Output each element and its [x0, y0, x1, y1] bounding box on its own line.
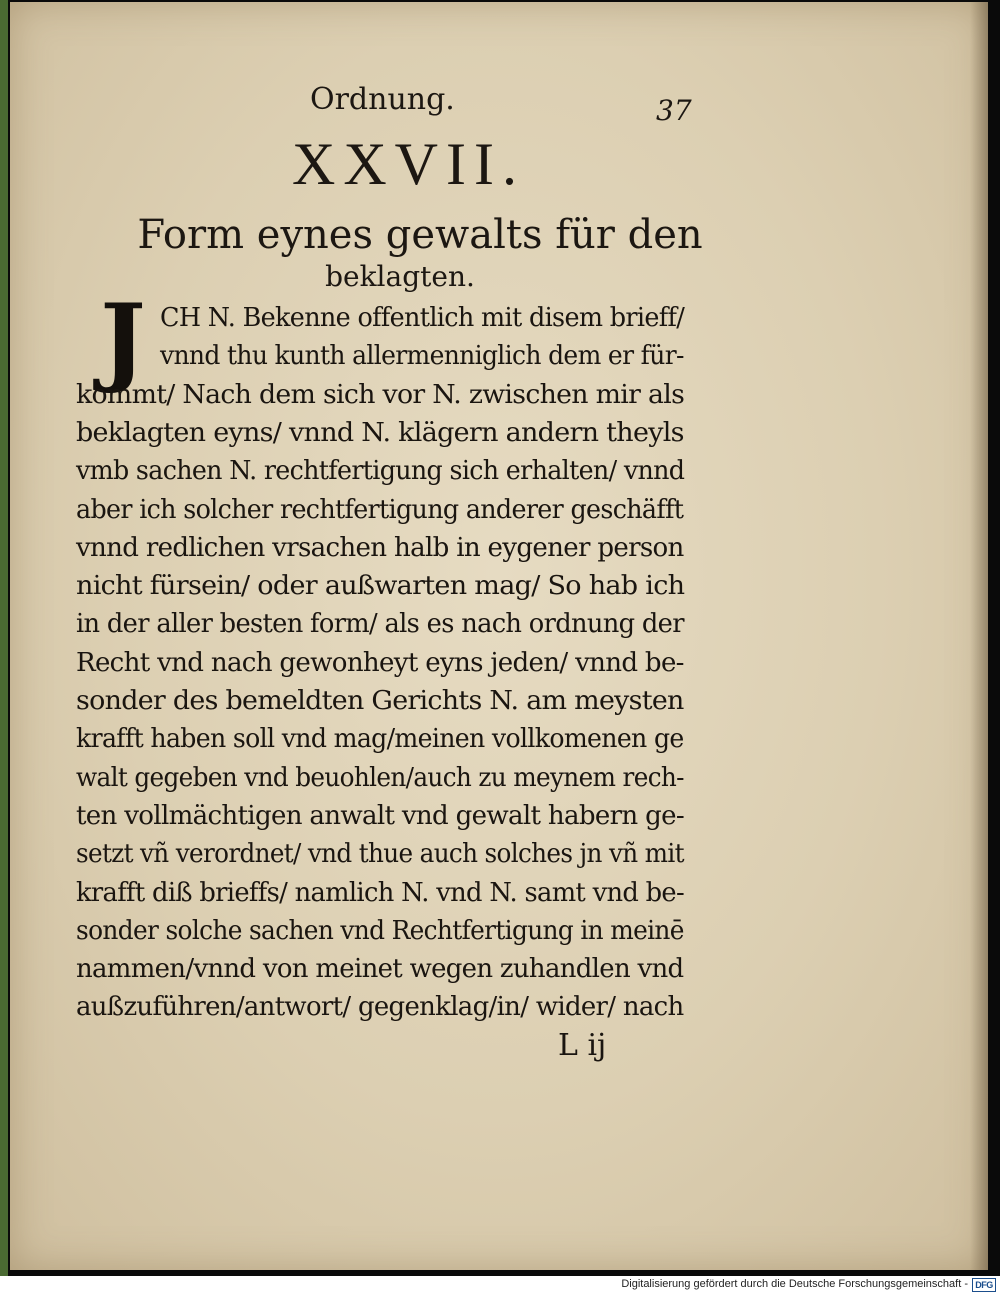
text-line: krafft haben soll vnd mag/meinen vollkomenen ge	[76, 723, 684, 755]
chapter-numeral: XXVII.	[292, 131, 525, 197]
text-line: aber ich solcher rechtfertigung anderer geschäfft	[76, 493, 684, 525]
text-line: in der aller besten form/ als es nach ordnung der	[76, 608, 684, 640]
text-line: ten vollmächtigen anwalt vnd gewalt habern ge-	[76, 799, 684, 831]
dfg-logo: DFG	[972, 1278, 996, 1292]
chapter-heading: Form eynes gewalts für den	[137, 212, 703, 258]
text-line: setzt vñ verordnet/ vnd thue auch solches jn vñ mit	[76, 838, 684, 870]
text-line: beklagten eyns/ vnnd N. klägern andern theyls	[76, 416, 684, 448]
text-line: vnnd thu kunth allermenniglich dem er für-	[160, 340, 684, 372]
page-number: 37	[656, 94, 692, 127]
text-line: walt gegeben vnd beuohlen/auch zu meynem rech-	[76, 761, 684, 793]
text-line: kommt/ Nach dem sich vor N. zwischen mir als	[76, 378, 685, 410]
text-line: vnnd redlichen vrsachen halb in eygener person	[76, 531, 684, 563]
signature-mark: L ij	[558, 1028, 607, 1063]
text-line: vmb sachen N. rechtfertigung sich erhalten/ vnnd	[76, 455, 685, 487]
text-line: sonder solche sachen vnd Rechtfertigung in meinē	[76, 914, 684, 946]
text-line: nammen/vnnd von meinet wegen zuhandlen vnd	[76, 953, 684, 985]
book-page	[10, 2, 988, 1270]
funding-credit: Digitalisierung gefördert durch die Deutsche Forschungsgemeinschaft -	[621, 1278, 968, 1290]
footer-bar	[0, 1276, 1000, 1295]
text-line: krafft diß brieffs/ namlich N. vnd N. samt vnd be-	[76, 876, 684, 908]
text-line: sonder des bemeldten Gerichts N. am meysten	[76, 685, 684, 716]
running-head: Ordnung.	[310, 82, 455, 117]
chapter-heading-continued: beklagten.	[325, 260, 475, 293]
book-cover-edge	[0, 0, 8, 1276]
text-line: Recht vnd nach gewonheyt eyns jeden/ vnnd be-	[76, 646, 684, 678]
text-line: außzuführen/antwort/ gegenklag/in/ wider/ nach	[76, 991, 684, 1023]
text-line: CH N. Bekenne offentlich mit disem brieff/	[160, 302, 685, 333]
text-line: nicht fürsein/ oder außwarten mag/ So hab ich	[76, 570, 685, 602]
decorated-initial: J	[100, 283, 146, 396]
